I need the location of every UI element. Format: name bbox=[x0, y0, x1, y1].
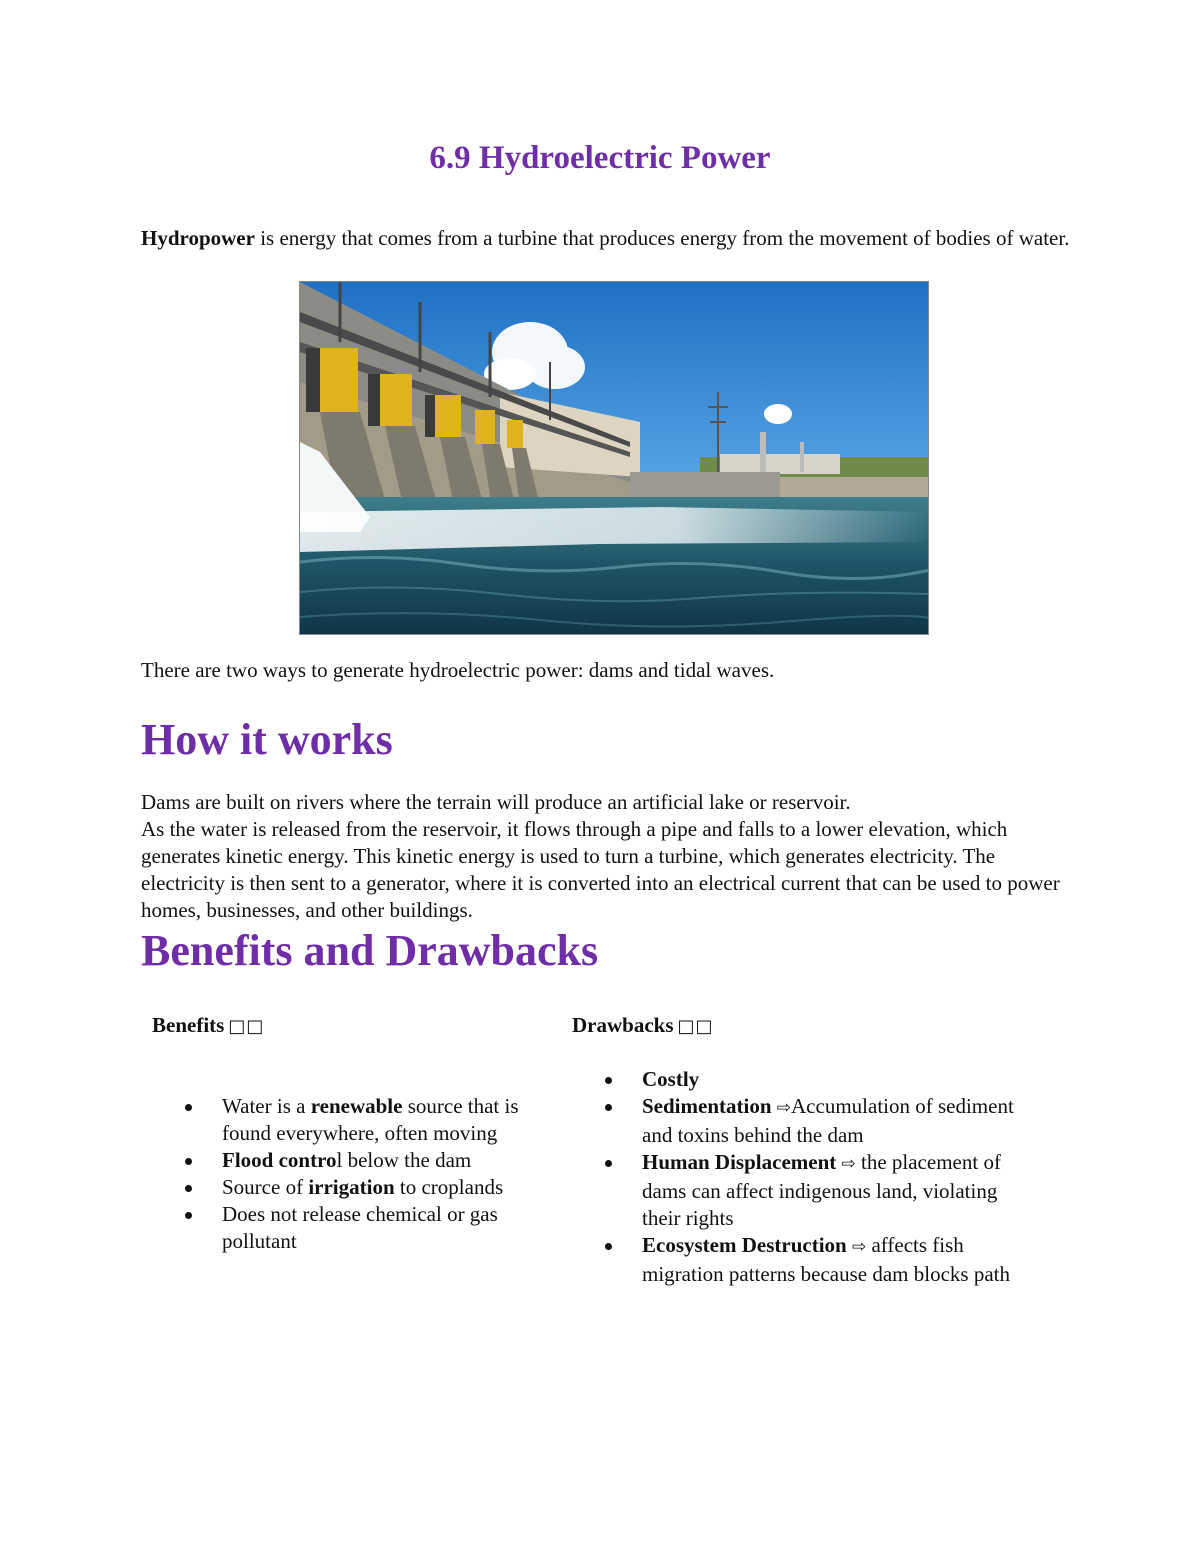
bullet-icon bbox=[605, 1243, 612, 1250]
list-item: Sedimentation ⇨Accumulation of sediment and toxins behind the dam bbox=[572, 1093, 1032, 1149]
arrow-right-icon: ⇨ bbox=[851, 1237, 867, 1257]
how-it-works-line1: Dams are built on rivers where the terrain will produce an artificial lake or reservoir. bbox=[141, 790, 851, 814]
list-item: Flood control below the dam bbox=[152, 1147, 542, 1174]
bullet-icon bbox=[185, 1212, 192, 1219]
drawbacks-column bbox=[572, 1012, 1032, 1288]
arrow-right-icon: ⇨ bbox=[776, 1098, 792, 1118]
hydropower-term: Hydropower bbox=[141, 226, 255, 250]
drawbacks-glyphs: □□ bbox=[677, 1016, 714, 1037]
how-it-works-heading: How it works bbox=[141, 715, 393, 764]
list-item: Does not release chemical or gas pollutant bbox=[152, 1201, 542, 1255]
page-title: 6.9 Hydroelectric Power bbox=[429, 140, 771, 176]
benefits-title bbox=[152, 1012, 542, 1040]
list-item: Water is a renewable source that is found everywhere, often moving bbox=[152, 1093, 542, 1147]
list-item: Source of irrigation to croplands bbox=[152, 1174, 542, 1201]
two-ways-paragraph: There are two ways to generate hydroelectric power: dams and tidal waves. bbox=[141, 658, 775, 682]
bullet-icon bbox=[185, 1185, 192, 1192]
bullet-icon bbox=[605, 1104, 612, 1111]
benefits-drawbacks-heading: Benefits and Drawbacks bbox=[141, 926, 599, 975]
bullet-icon bbox=[605, 1160, 612, 1167]
bullet-icon bbox=[605, 1077, 612, 1084]
drawbacks-title-text: Drawbacks bbox=[572, 1013, 674, 1037]
benefits-title-text: Benefits bbox=[152, 1013, 225, 1037]
benefits-column bbox=[152, 1012, 542, 1255]
bullet-icon bbox=[185, 1158, 192, 1165]
intro-text: is energy that comes from a turbine that produces energy from the movement of bodies of water. bbox=[254, 226, 1070, 250]
how-it-works-body bbox=[141, 789, 1071, 924]
arrow-right-icon: ⇨ bbox=[841, 1154, 856, 1174]
benefits-glyphs: □□ bbox=[228, 1016, 265, 1037]
intro-paragraph bbox=[141, 225, 1071, 252]
benefits-list bbox=[152, 1093, 542, 1255]
hydroelectric-dam-photo bbox=[299, 281, 929, 635]
drawbacks-list bbox=[572, 1066, 1032, 1288]
list-item: Ecosystem Destruction ⇨ affects fish migration patterns because dam blocks path bbox=[572, 1232, 1032, 1288]
how-it-works-line2: As the water is released from the reservoir, it flows through a pipe and falls to a lower elevation, which generates kinetic energy. This kinetic energy is used to turn a turbine, which generates electricity. The electricity is then sent to a generator, where it is converted into an electrical current that can be used to power homes, businesses, and other buildings. bbox=[141, 817, 1060, 922]
bullet-icon bbox=[185, 1104, 192, 1111]
drawbacks-title bbox=[572, 1012, 1032, 1040]
list-item: Human Displacement ⇨ the placement of dams can affect indigenous land, violating their rights bbox=[572, 1149, 1032, 1232]
list-item: Costly bbox=[572, 1066, 1032, 1093]
